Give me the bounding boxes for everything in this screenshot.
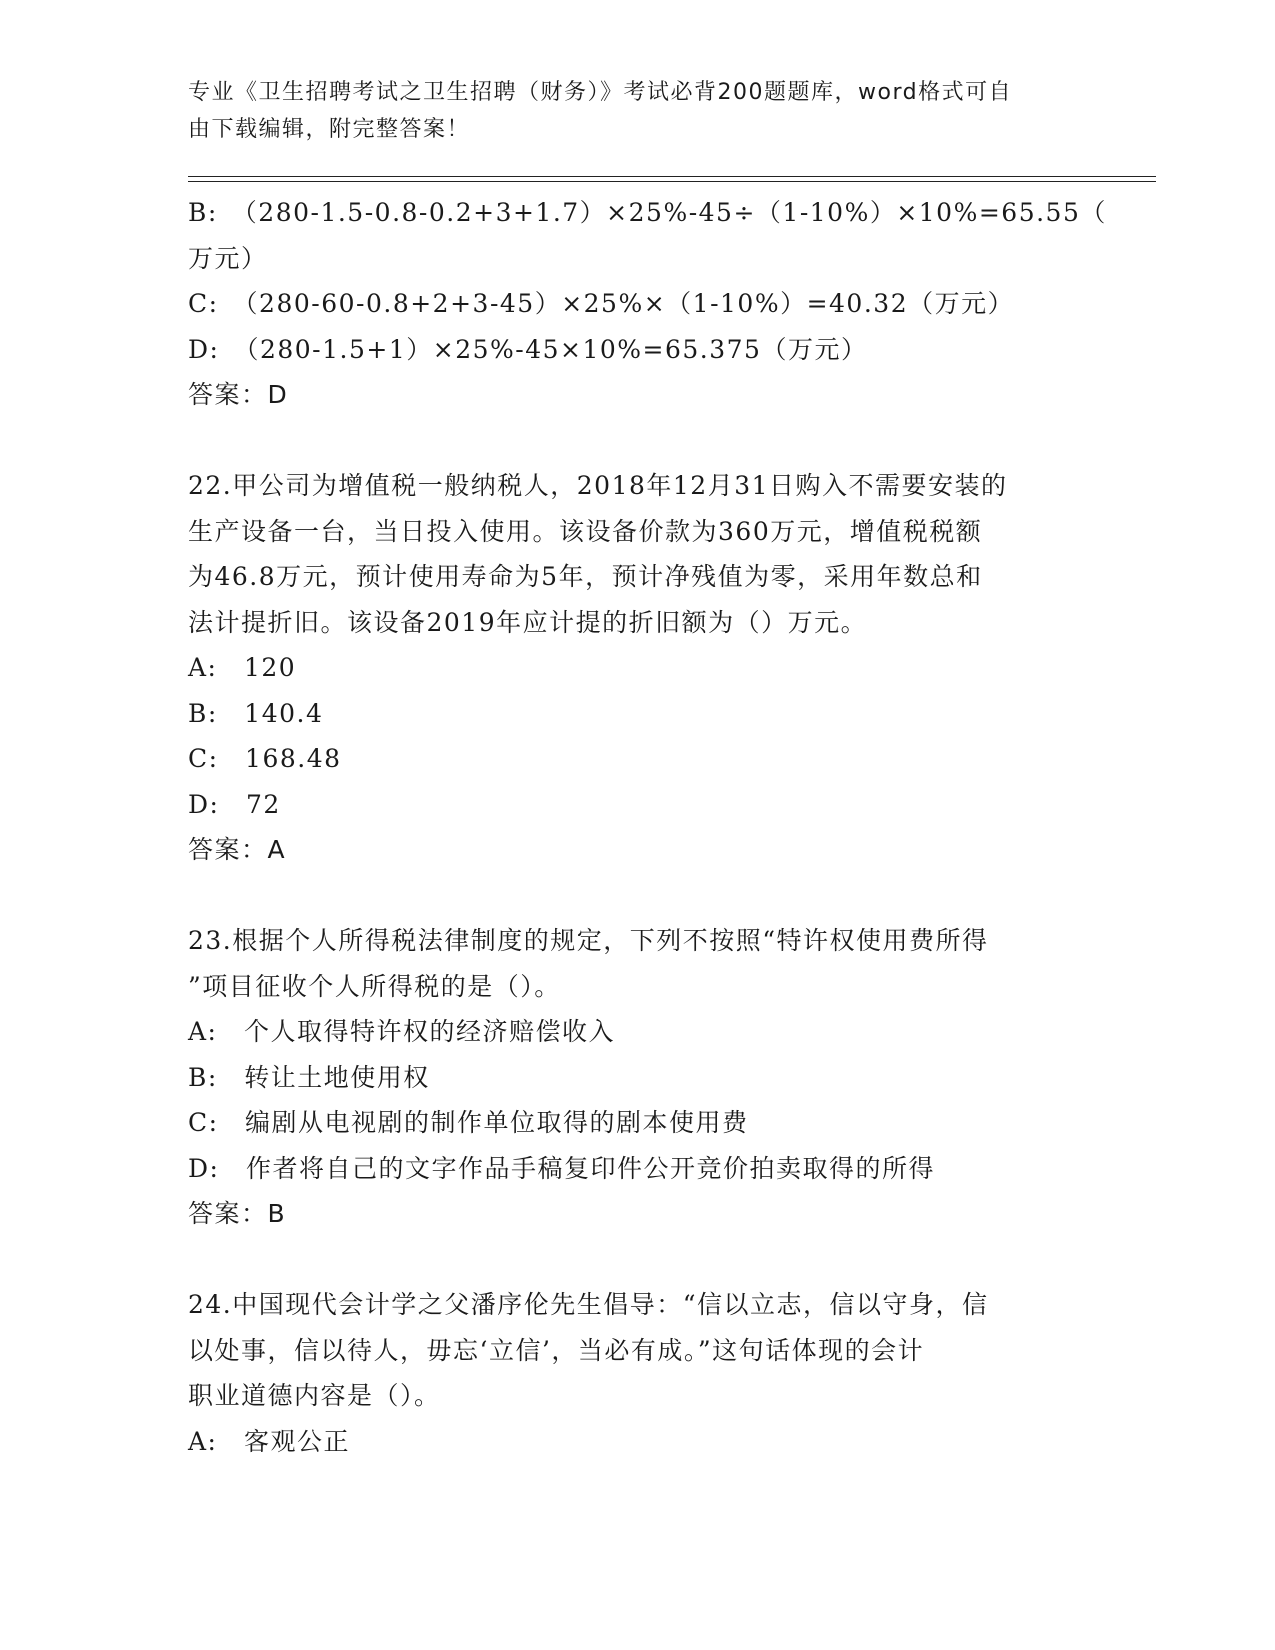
q23-stem-line-2: ”项目征收个人所得税的是（）。 — [188, 971, 561, 1001]
question-content — [188, 190, 1107, 1464]
q24-option-a: A: 客观公正 — [188, 1426, 350, 1456]
q22-option-b: B: 140.4 — [188, 698, 324, 728]
prev-option-b-line-1: B: （280-1.5-0.8-0.2+3+1.7）×25%-45÷（1-10%）×10%=65.55（ — [188, 198, 1107, 227]
prev-answer: 答案：D — [188, 380, 289, 409]
q22-option-d: D: 72 — [188, 789, 281, 819]
header-line-2: 由下载编辑，附完整答案！ — [188, 117, 471, 142]
q23-answer: 答案：B — [188, 1199, 287, 1228]
q24-stem-line-1: 24.中国现代会计学之父潘序伦先生倡导：“信以立志，信以守身，信 — [188, 1290, 989, 1319]
q22-stem-line-2: 生产设备一台，当日投入使用。该设备价款为360万元，增值税税额 — [188, 516, 983, 546]
header-rule-top — [188, 176, 1156, 177]
q24-stem-line-2: 以处事，信以待人，毋忘‘立信’，当必有成。”这句话体现的会计 — [188, 1335, 925, 1365]
q23-option-d: D: 作者将自己的文字作品手稿复印件公开竞价拍卖取得的所得 — [188, 1153, 935, 1183]
q22-answer: 答案：A — [188, 835, 287, 864]
q23-option-b: B: 转让土地使用权 — [188, 1062, 430, 1092]
q22-option-a: A: 120 — [188, 653, 297, 682]
q23-stem-line-1: 23.根据个人所得税法律制度的规定，下列不按照“特许权使用费所得 — [188, 926, 989, 955]
q23-option-c: C: 编剧从电视剧的制作单位取得的剧本使用费 — [188, 1108, 749, 1137]
spacer — [188, 418, 1088, 464]
header-line-1: 专业《卫生招聘考试之卫生招聘（财务）》考试必背200题题库，word格式可自 — [188, 80, 1013, 105]
spacer — [188, 1237, 1088, 1283]
document-header — [188, 74, 1068, 148]
prev-option-c: C: （280-60-0.8+2+3-45）×25%×（1-10%）=40.32（万元） — [188, 289, 1015, 318]
spacer — [188, 873, 1088, 919]
q22-stem-line-1: 22.甲公司为增值税一般纳税人，2018年12月31日购入不需要安装的 — [188, 471, 1008, 500]
q22-stem-line-4: 法计提折旧。该设备2019年应计提的折旧额为（）万元。 — [188, 607, 868, 637]
q23-option-a: A: 个人取得特许权的经济赔偿收入 — [188, 1017, 615, 1046]
prev-option-d: D: （280-1.5+1）×25%-45×10%=65.375（万元） — [188, 334, 868, 364]
q22-stem-line-3: 为46.8万元，预计使用寿命为5年，预计净残值为零，采用年数总和 — [188, 562, 983, 591]
q24-stem-line-3: 职业道德内容是（）。 — [188, 1381, 441, 1410]
prev-option-b-line-2: 万元） — [188, 243, 268, 273]
q22-option-c: C: 168.48 — [188, 744, 342, 773]
header-rule-bottom — [188, 181, 1156, 182]
